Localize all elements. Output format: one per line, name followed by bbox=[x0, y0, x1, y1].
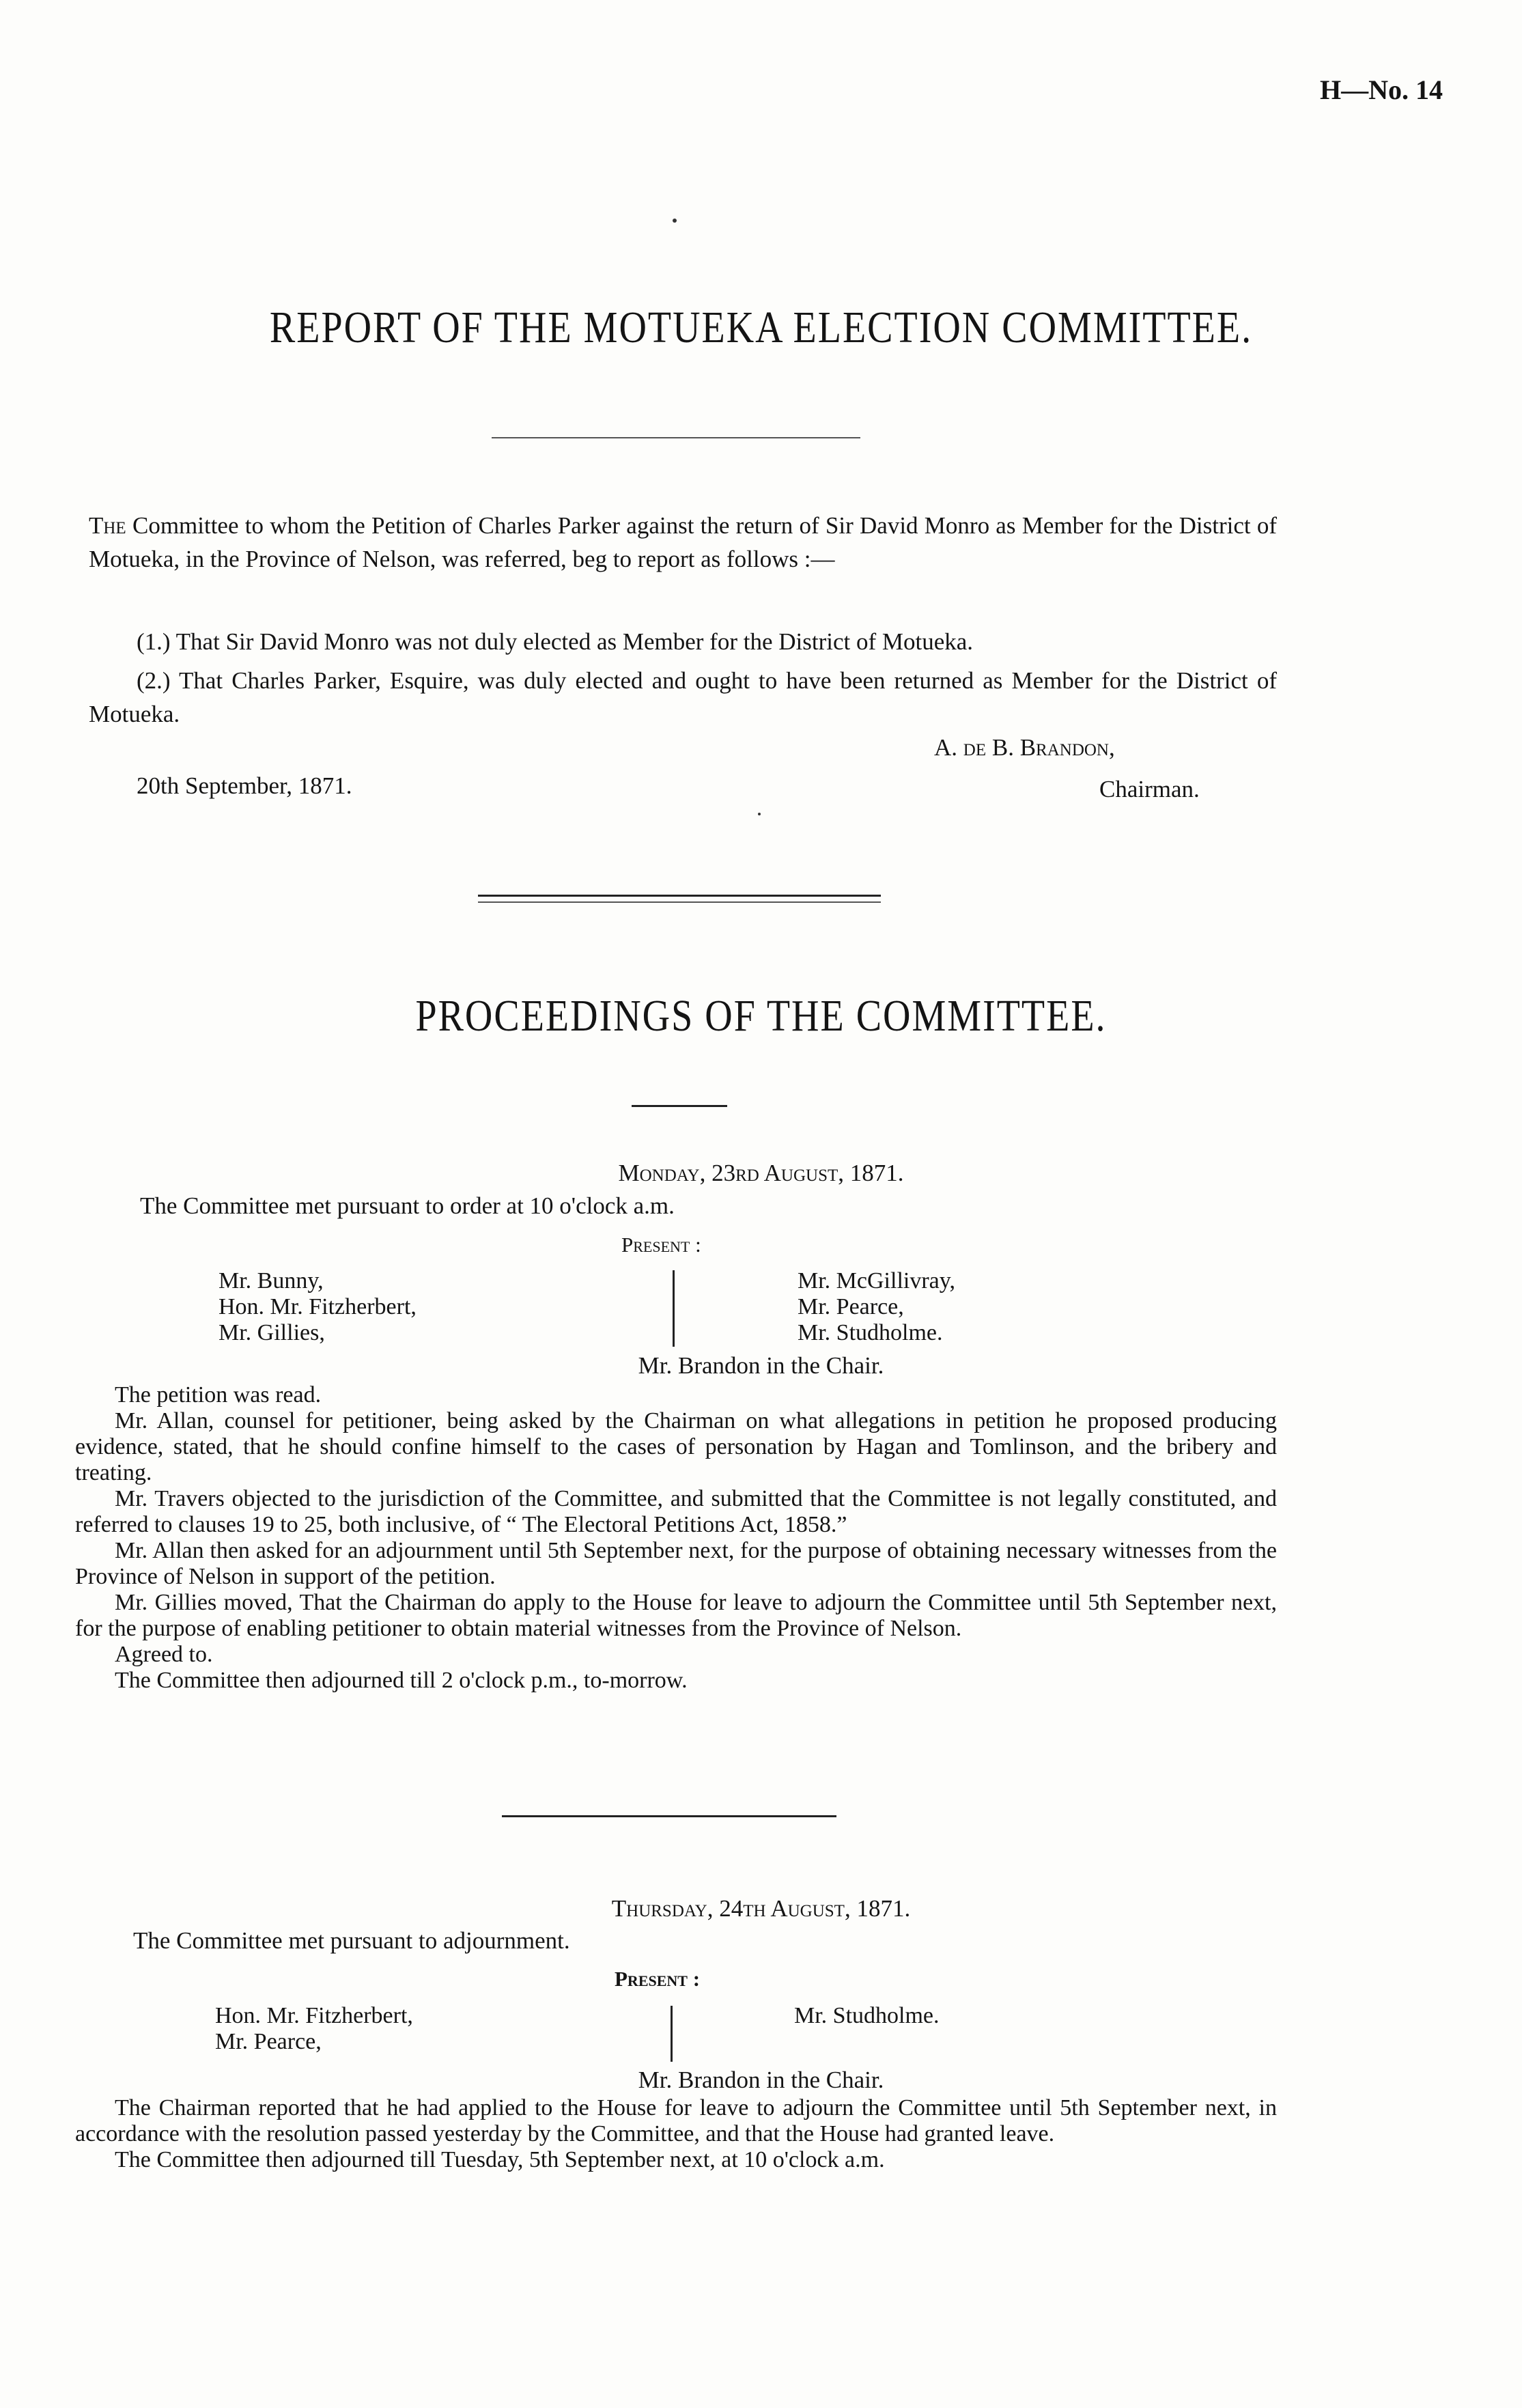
report-paragraph bbox=[89, 509, 1277, 576]
member: Mr. Studholme. bbox=[794, 2003, 940, 2028]
meeting2-present-label: Present : bbox=[615, 1967, 701, 1991]
report-lead: The bbox=[89, 512, 126, 539]
divider bbox=[478, 901, 881, 903]
meeting2-minutes bbox=[75, 2095, 1277, 2173]
paper-reference: H—No. 14 bbox=[1320, 74, 1443, 105]
member: Hon. Mr. Fitzherbert, bbox=[219, 1294, 417, 1319]
member: Mr. Bunny, bbox=[219, 1268, 324, 1293]
member: Mr. Pearce, bbox=[215, 2029, 322, 2054]
scan-speck bbox=[758, 813, 761, 815]
meeting1-members-left bbox=[219, 1268, 417, 1346]
member: Mr. McGillivray, bbox=[798, 1268, 956, 1293]
meeting1-chair: Mr. Brandon in the Chair. bbox=[638, 1352, 884, 1379]
meeting1-minutes bbox=[75, 1382, 1277, 1694]
minute-paragraph: Agreed to. bbox=[115, 1642, 213, 1667]
minute-paragraph: Mr. Allan, counsel for petitioner, being asked by the Chairman on what allegations in petition he proposed producing evidence, stated, that he should confine himself to the cases of personation by Hagan and Tomlinson, and the bribery and treating. bbox=[75, 1408, 1277, 1485]
report-item-2: (2.) That Charles Parker, Esquire, was duly elected and ought to have been returned as Member for the District of Motueka. bbox=[89, 667, 1277, 727]
signatory: A. de B. Brandon, bbox=[934, 734, 1115, 761]
scan-speck bbox=[673, 219, 677, 223]
minute-paragraph: Mr. Allan then asked for an adjournment until 5th September next, for the purpose of obtaining necessary witnesses from the Province of Nelson in support of the petition. bbox=[75, 1538, 1277, 1589]
column-divider bbox=[673, 1270, 675, 1347]
proceedings-title: PROCEEDINGS OF THE COMMITTEE. bbox=[415, 991, 1107, 1041]
report-body: Committee to whom the Petition of Charles Parker against the return of Sir David Monro as Member for the District of Motueka, in the Province of Nelson, was referred, beg to report as follows :— bbox=[89, 512, 1277, 572]
report-item-1: (1.) That Sir David Monro was not duly elected as Member for the District of Motueka. bbox=[137, 628, 974, 655]
meeting2-date: Thursday, 24th August, 1871. bbox=[611, 1895, 911, 1922]
divider bbox=[478, 895, 881, 897]
member: Mr. Gillies, bbox=[219, 1320, 325, 1345]
meeting2-members-right bbox=[794, 2003, 940, 2029]
member: Mr. Studholme. bbox=[798, 1320, 943, 1345]
minute-paragraph: The Committee then adjourned till Tuesday, 5th September next, at 10 o'clock a.m. bbox=[115, 2147, 885, 2172]
divider bbox=[502, 1815, 836, 1817]
minute-paragraph: The Chairman reported that he had applied to the House for leave to adjourn the Committee until 5th September next, in accordance with the resolution passed yesterday by the Committee, and that the House had granted leave. bbox=[75, 2095, 1277, 2146]
divider bbox=[492, 437, 860, 438]
signatory-title: Chairman. bbox=[1099, 776, 1200, 802]
meeting1-present-label: Present : bbox=[621, 1233, 701, 1257]
meeting1-members-right bbox=[798, 1268, 955, 1346]
member: Hon. Mr. Fitzherbert, bbox=[215, 2003, 413, 2028]
meeting2-members-left bbox=[215, 2003, 413, 2055]
meeting1-opening: The Committee met pursuant to order at 10 o'clock a.m. bbox=[140, 1192, 675, 1219]
meeting2-chair: Mr. Brandon in the Chair. bbox=[638, 2067, 884, 2093]
report-title: REPORT OF THE MOTUEKA ELECTION COMMITTEE. bbox=[269, 303, 1253, 353]
report-date: 20th September, 1871. bbox=[137, 772, 352, 799]
minute-paragraph: Mr. Travers objected to the jurisdiction of the Committee, and submitted that the Committee is not legally constituted, and referred to clauses 19 to 25, both inclusive, of “ The Electoral Petitions Act, 1858.” bbox=[75, 1486, 1277, 1537]
minute-paragraph: The petition was read. bbox=[115, 1382, 322, 1408]
column-divider bbox=[671, 2006, 673, 2062]
minute-paragraph: Mr. Gillies moved, That the Chairman do apply to the House for leave to adjourn the Committee until 5th September next, for the purpose of enabling petitioner to obtain material witnesses from the Province of Nelson. bbox=[75, 1590, 1277, 1641]
minute-paragraph: The Committee then adjourned till 2 o'clock p.m., to-morrow. bbox=[115, 1668, 688, 1693]
meeting1-date: Monday, 23rd August, 1871. bbox=[618, 1160, 904, 1186]
member: Mr. Pearce, bbox=[798, 1294, 904, 1319]
divider bbox=[632, 1105, 727, 1107]
meeting2-opening: The Committee met pursuant to adjournment. bbox=[133, 1927, 570, 1954]
